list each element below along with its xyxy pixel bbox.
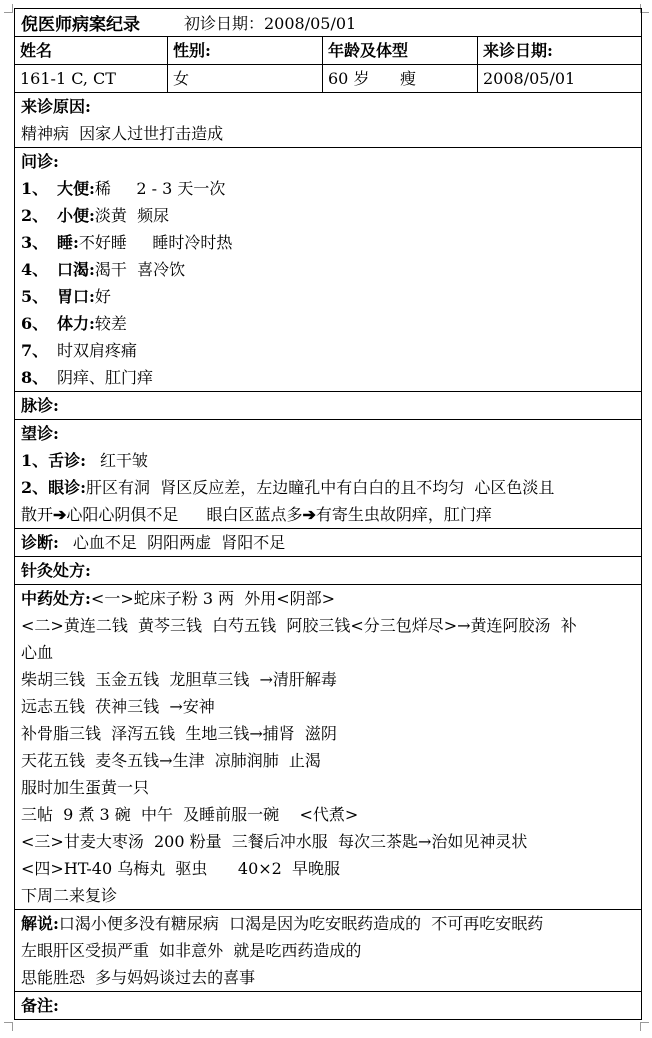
visit-date-label: 来诊日期:: [477, 37, 641, 64]
name-label: 姓名: [20, 41, 53, 60]
herbal-line: 下周二来复诊: [21, 886, 118, 905]
herbal-line: 服时加生蛋黄一只: [21, 778, 150, 797]
observation-label: 望诊:: [21, 424, 59, 443]
eye-text-2d: 有寄生虫故阴痒，肛门痒: [315, 505, 492, 524]
item-text: 时双肩疼痛: [57, 341, 138, 360]
notes-label: 备注:: [21, 996, 59, 1015]
pulse-section: [15, 391, 641, 419]
diagnosis-section: [15, 528, 641, 556]
herbal-line: 心血: [21, 643, 54, 662]
herbal-first: <一>蛇床子粉 3 两 外用<阴部>: [90, 589, 336, 608]
herbal-line: <四>HT-40 乌梅丸 驱虫 40×2 早晚服: [21, 859, 341, 878]
inquiry-item: [15, 256, 641, 283]
observation-section: [15, 419, 641, 528]
reason-section: [15, 92, 641, 147]
eye-text-2b: 心阳心阴俱不足: [66, 505, 179, 524]
inquiry-item: [15, 202, 641, 229]
explanation-label: 解说:: [21, 914, 59, 933]
herbal-section: [15, 584, 641, 909]
eye-line-2: [15, 501, 641, 528]
item-key: 小便:: [57, 206, 95, 225]
item-key: 体力:: [57, 314, 95, 333]
pulse-label: 脉诊:: [21, 396, 59, 415]
gender-label: 性别:: [167, 37, 322, 64]
visit-date: 2008/05/01: [477, 65, 641, 92]
item-text: 淡黄 频尿: [94, 206, 170, 225]
tongue-line: [15, 447, 641, 474]
inquiry-label: 问诊:: [21, 152, 59, 171]
tongue-key: 1、舌诊:: [21, 451, 87, 470]
item-number: 4、: [21, 260, 49, 279]
eye-line-1: [15, 474, 641, 501]
herbal-line: 补骨脂三钱 泽泻五钱 生地三钱→捕肾 滋阴: [21, 724, 337, 743]
acupuncture-label: 针灸处方:: [21, 561, 91, 580]
item-text: 渴干 喜冷饮: [94, 260, 186, 279]
patient-info-header: [15, 36, 641, 64]
tongue-text: 红干皱: [100, 451, 149, 470]
reason-text: 精神病 因家人过世打击造成: [21, 124, 224, 143]
medical-record-table: [14, 8, 642, 1020]
inquiry-item: [15, 364, 641, 391]
item-text: 阴痒、肛门痒: [57, 368, 154, 387]
item-key: 大便:: [57, 179, 95, 198]
first-visit-date: 初诊日期：2008/05/01: [184, 14, 357, 33]
explanation-first-line: [15, 910, 641, 937]
herbal-first-line: [15, 585, 641, 612]
age-build-label: 年龄及体型: [322, 37, 477, 64]
patient-age-build: 60 岁 瘦: [322, 65, 477, 92]
eye-text-2a: 散开: [21, 505, 54, 524]
herbal-line: 三帖 9 煮 3 碗 中午 及睡前服一碗 <代煮>: [21, 805, 359, 824]
crop-mark-bottom-right: [640, 1022, 649, 1031]
diagnosis-label: 诊断:: [21, 533, 59, 552]
item-number: 7、: [21, 341, 49, 360]
herbal-line: <三>甘麦大枣汤 200 粉量 三餐后冲水服 每次三茶匙→治如见神灵状: [21, 832, 528, 851]
crop-mark-top-left: [4, 4, 13, 13]
item-number: 3、: [21, 233, 49, 252]
item-key: 口渴:: [57, 260, 95, 279]
notes-section: [15, 991, 641, 1019]
item-number: 1、: [21, 179, 49, 198]
herbal-line: 远志五钱 茯神三钱 →安神: [21, 697, 215, 716]
inquiry-item: [15, 310, 641, 337]
arrow-icon: ➔: [53, 505, 67, 524]
herbal-label: 中药处方:: [21, 589, 91, 608]
item-number: 6、: [21, 314, 49, 333]
title-row: [15, 9, 641, 36]
item-text: 稀 2 - 3 天一次: [94, 179, 226, 198]
explanation-first: 口渴小便多没有糖尿病 口渴是因为吃安眠药造成的 不可再吃安眠药: [58, 914, 544, 933]
arrow-icon: ➔: [302, 505, 316, 524]
eye-key: 2、眼诊:: [21, 478, 87, 497]
patient-info-values: [15, 64, 641, 92]
item-number: 8、: [21, 368, 49, 387]
patient-name: 161-1 C, CT: [20, 69, 116, 88]
item-text: 好: [94, 287, 111, 306]
item-text: 不好睡 睡时冷时热: [78, 233, 233, 252]
diagnosis-line: [15, 529, 641, 556]
item-key: 胃口:: [57, 287, 95, 306]
patient-gender: 女: [167, 65, 322, 92]
inquiry-section: [15, 147, 641, 391]
herbal-line: 天花五钱 麦冬五钱→生津 凉肺润肺 止渴: [21, 751, 321, 770]
explanation-line: 思能胜恐 多与妈妈谈过去的喜事: [21, 968, 256, 987]
eye-text-1: 肝区有洞 肾区反应差，左边瞳孔中有白白的且不均匀 心区色淡且: [86, 478, 555, 497]
inquiry-item: [15, 283, 641, 310]
explanation-line: 左眼肝区受损严重 如非意外 就是吃西药造成的: [21, 941, 362, 960]
record-title: 倪医师病案纪录: [21, 15, 140, 35]
reason-label: 来诊原因:: [21, 97, 91, 116]
inquiry-item: [15, 175, 641, 202]
herbal-line: 柴胡三钱 玉金五钱 龙胆草三钱 →清肝解毒: [21, 670, 337, 689]
acupuncture-section: [15, 556, 641, 584]
item-number: 5、: [21, 287, 49, 306]
item-number: 2、: [21, 206, 49, 225]
item-key: 睡:: [57, 233, 79, 252]
item-text: 较差: [94, 314, 127, 333]
crop-mark-bottom-left: [4, 1022, 13, 1031]
inquiry-item: [15, 337, 641, 364]
inquiry-item: [15, 229, 641, 256]
diagnosis-text: 心血不足 阴阳两虚 肾阳不足: [72, 533, 286, 552]
herbal-line: <二>黄连二钱 黄芩三钱 白芍五钱 阿胶三钱<分三包烊尽>→黄连阿胶汤 补: [21, 616, 577, 635]
explanation-section: [15, 909, 641, 991]
eye-text-2c: 眼白区蓝点多: [206, 505, 303, 524]
